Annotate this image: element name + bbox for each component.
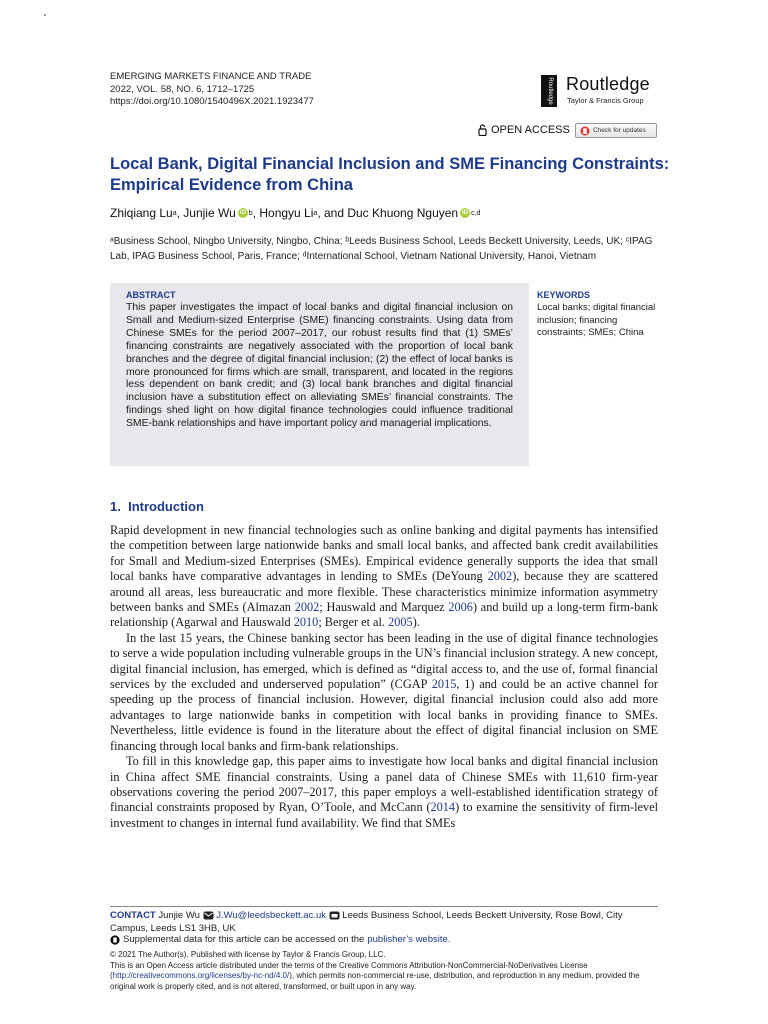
citation-link[interactable]: 2014 bbox=[430, 800, 456, 815]
abstract-text: This paper investigates the impact of local banks and digital financial inclusion on Small and Medium-sized Enterprise (SME) financing constraints. Using data from Chinese SMEs for the period 2007–2017, our robust results find that (1) SMEs’ financing constraints are negatively associated with the proportion of local bank branches and the degree of digital financial inclusion; (2) the effect of local banks is more pronounced for firms which are small, transparent, and located in the regions less dependent on bank credit; and (3) local bank branches and digital financial inclusion have a substitution effect on alleviating SMEs’ financial constraints. The findings shed light on how digital finance technologies could influence traditional SME-bank relationships and have important policy and managerial implications. bbox=[126, 302, 513, 430]
section-number: 1. bbox=[110, 499, 121, 514]
journal-volume: 2022, VOL. 58, NO. 6, 1712–1725 bbox=[110, 83, 255, 95]
paragraph-text: ). bbox=[412, 615, 420, 630]
orcid-icon[interactable]: iD bbox=[461, 209, 469, 216]
copyright-block bbox=[110, 950, 660, 992]
contact-address: Leeds Business School, Leeds Beckett University, Rose Bowl, City Campus, Leeds LS1 3HB, UK bbox=[110, 910, 623, 934]
author-affiliation-marker: a bbox=[172, 209, 177, 217]
email-icon bbox=[203, 911, 214, 920]
author-affiliation-marker: b bbox=[248, 209, 253, 217]
paragraph-text: ) and build up a long-term firm-bank relationship (Agarwal and Hauswald bbox=[110, 600, 658, 630]
author-list bbox=[110, 206, 480, 220]
scan-dot bbox=[44, 14, 46, 16]
publisher-website-link[interactable]: publisher’s website. bbox=[367, 934, 451, 945]
contact-name: Junjie Wu bbox=[158, 910, 200, 921]
author-name: Hongyu Li bbox=[259, 206, 314, 220]
introduction-body bbox=[110, 523, 658, 831]
article-title: Local Bank, Digital Financial Inclusion and SME Financing Constraints: Empirical Evidence from China bbox=[110, 155, 670, 194]
affiliations: ᵃBusiness School, Ningbo University, Ningbo, China; ᵇLeeds Business School, Leeds Beckett University, Leeds, UK; ᶜIPAG Lab, IPAG Business School, Paris, France; ᵈInternational School, Vietnam National University, Hanoi, Vietnam bbox=[110, 236, 653, 262]
section-heading bbox=[110, 499, 204, 514]
author-name: Zhiqiang Lu bbox=[110, 206, 173, 220]
author-affiliation-marker: a bbox=[313, 209, 318, 217]
open-access-label: OPEN ACCESS bbox=[491, 124, 570, 136]
publisher-group: Taylor & Francis Group bbox=[567, 96, 644, 105]
body-paragraph bbox=[110, 631, 658, 754]
publisher-name: Routledge bbox=[566, 74, 650, 94]
supplemental-note bbox=[110, 934, 450, 945]
publisher-logo[interactable] bbox=[540, 74, 660, 108]
section-title: Introduction bbox=[128, 499, 204, 514]
license-text bbox=[110, 961, 660, 993]
check-for-updates-button[interactable] bbox=[575, 123, 657, 138]
license-link[interactable]: http://creativecommons.org/licenses/by-nc-nd/4.0/ bbox=[112, 971, 290, 980]
paragraph-text: ), because they are scattered around all areas, less bureaucratic and more flexible. These characteristics minimize information asymmetry between banks and SMEs (Almazan bbox=[110, 569, 658, 615]
paragraph-text: ) to examine the sensitivity of firm-level investment to changes in internal fund availability. We find that SMEs bbox=[110, 800, 658, 830]
author-name: Duc Khuong Nguyen bbox=[347, 206, 459, 220]
supplemental-text: Supplemental data for this article can be accessed on the bbox=[123, 934, 365, 945]
journal-name: EMERGING MARKETS FINANCE AND TRADE bbox=[110, 71, 312, 82]
author-name: Junjie Wu bbox=[183, 206, 236, 220]
citation-link[interactable]: 2006 bbox=[448, 600, 473, 615]
abstract-heading: ABSTRACT bbox=[126, 290, 176, 300]
body-paragraph bbox=[110, 754, 658, 831]
paragraph-text: Rapid development in new financial technologies such as online banking and digital payments has intensified the competition between large nationwide banks and small local banks, and affected bank credit availabilities for Small and Medium-sized Enterprises (SMEs). Empirical evidence generally supports the idea that small local banks have comparative advantages in lending to SMEs (DeYoung bbox=[110, 523, 658, 584]
orcid-icon[interactable]: iD bbox=[239, 209, 247, 216]
address-icon bbox=[329, 911, 340, 920]
svg-text:Routledge: Routledge bbox=[547, 77, 553, 105]
crossmark-icon bbox=[580, 126, 590, 136]
routledge-logo-icon bbox=[540, 74, 558, 108]
citation-link[interactable]: 2002 bbox=[294, 600, 320, 615]
footer-divider bbox=[110, 906, 658, 907]
copyright-line: © 2021 The Author(s). Published with license by Taylor & Francis Group, LLC. bbox=[110, 950, 386, 959]
body-paragraph bbox=[110, 523, 658, 631]
journal-header bbox=[110, 71, 314, 109]
check-updates-label: Check for updates bbox=[593, 127, 646, 134]
contact-label: CONTACT bbox=[110, 910, 156, 921]
open-access-badge bbox=[478, 124, 570, 136]
license-text-start: This is an Open Access article distributed under the terms of the Creative Commons Attribution-NonCommercial-NoDerivatives License ( bbox=[110, 960, 588, 980]
citation-link[interactable]: 2010 bbox=[293, 615, 319, 630]
paragraph-text: To fill in this knowledge gap, this paper aims to investigate how local banks and digital financial inclusion in China affect SME financial constraints. Using a panel data of Chinese SMEs with 11,610 firm-year observations covering the period 2007–2017, this paper employs a well-established identification strategy of financial constraints proposed by Ryan, O’Toole, and McCann ( bbox=[110, 754, 658, 815]
contact-email[interactable]: J.Wu@leedsbeckett.ac.uk bbox=[216, 910, 327, 921]
paragraph-text: ; Berger et al. bbox=[318, 615, 389, 630]
journal-doi[interactable]: https://doi.org/10.1080/1540496X.2021.1923477 bbox=[110, 96, 314, 107]
license-text-end: ), which permits non-commercial re-use, distribution, and reproduction in any medium, provided the original work is properly cited, and is not altered, transformed, or built upon in any way. bbox=[110, 971, 640, 991]
keywords-heading: KEYWORDS bbox=[537, 290, 591, 300]
author-affiliation-marker: c,d bbox=[471, 209, 481, 217]
paragraph-text: , 1) and could be an active channel for speeding up the process of financial inclusion. However, digital financial inclusion could also add more advantages to large nationwide banks in competition with local banks in providing finance to SMEs. Nevertheless, little evidence is found in the literature about the effect of digital financial inclusion on SME financing through local banks and firm-bank relationships. bbox=[110, 677, 658, 753]
paragraph-text: In the last 15 years, the Chinese banking sector has been leading in the use of digital finance technologies to serve a wide population including vulnerable groups in the UN’s financial inclusion strategy. A new concept, digital financial inclusion, has emerged, which is defined as “digital access to, and the use of, formal financial services by the excluded and underserved population” (CGAP bbox=[110, 630, 658, 692]
citation-link[interactable]: 2002 bbox=[487, 569, 513, 584]
author-separator: , and bbox=[317, 206, 348, 220]
citation-link[interactable]: 2005 bbox=[388, 615, 413, 630]
keywords-text: Local banks; digital financial inclusion; financing constraints; SMEs; China bbox=[537, 302, 656, 338]
author-separator: , bbox=[176, 206, 184, 220]
supplemental-icon bbox=[110, 935, 120, 945]
paragraph-text: ; Hauswald and Marquez bbox=[319, 600, 449, 615]
contact-info bbox=[110, 910, 660, 935]
open-lock-icon bbox=[478, 124, 487, 136]
citation-link[interactable]: 2015 bbox=[431, 677, 457, 692]
author-separator: , bbox=[252, 206, 260, 220]
